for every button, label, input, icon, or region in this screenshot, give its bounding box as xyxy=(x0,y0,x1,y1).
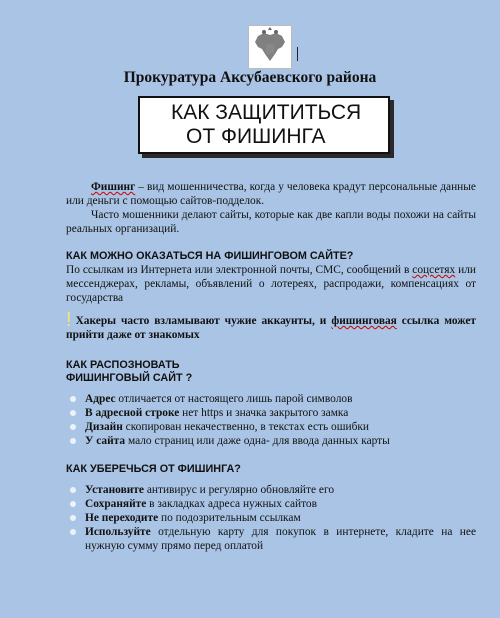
organization-name: Прокуратура Аксубаевского района xyxy=(123,69,377,86)
protect-list xyxy=(66,483,476,553)
bullet-icon xyxy=(70,410,76,416)
bullet-icon xyxy=(70,501,76,507)
intro-paragraph-2: Часто мошенники делают сайты, которые как две капли воды похожи на сайты реальных организаций. xyxy=(66,209,476,235)
coat-of-arms-icon xyxy=(248,25,292,69)
phishing-definition: – вид мошенничества, когда у человека крадут персональные данные или деньги с помощью сайтов-подделок. xyxy=(66,181,476,207)
section-heading-protect: КАК УБЕРЕЧЬСЯ ОТ ФИШИНГА? xyxy=(66,463,241,475)
exclamation-icon: ! xyxy=(66,309,72,331)
bullet-icon xyxy=(70,424,76,430)
intro-paragraph-1 xyxy=(66,180,476,208)
list-item: Не переходите по подозрительным ссылкам xyxy=(66,511,476,525)
document-body xyxy=(66,180,476,553)
bullet-icon xyxy=(70,396,76,402)
list-item: Установите антивирус и регулярно обновляйте его xyxy=(66,483,476,497)
list-item: У сайта мало страниц или даже одна- для ввода данных карты xyxy=(66,434,476,448)
recognize-list xyxy=(66,392,476,448)
section-heading-how-get: КАК МОЖНО ОКАЗАТЬСЯ НА ФИШИНГОВОМ САЙТЕ? xyxy=(66,250,354,262)
section-heading-recognize: КАК РАСПОЗНОВАТЬ ФИШИНГОВЫЙ САЙТ ? xyxy=(66,359,193,384)
bullet-icon xyxy=(70,487,76,493)
word-phishing-link: фишинговая xyxy=(331,315,397,327)
text-cursor xyxy=(297,47,298,61)
term-phishing: Фишинг xyxy=(91,181,136,193)
bullet-icon xyxy=(70,529,76,535)
section-how-get-text: По ссылкам из Интернета или электронной почты, СМС, сообщений в соцсетях или мессенджерах, рекламы, объявлений о лотереях, распродажи, компенсациях от государства xyxy=(66,264,476,304)
list-item: Адрес отличается от настоящего лишь парой символов xyxy=(66,392,476,406)
list-item: Сохраняйте в закладках адреса нужных сайтов xyxy=(66,497,476,511)
title-line-1: КАК ЗАЩИТИТЬСЯ xyxy=(171,101,362,124)
title-box xyxy=(138,96,390,154)
word-socials: соцсетях xyxy=(412,264,456,276)
title-line-2: ОТ ФИШИНГА xyxy=(186,125,326,148)
list-item: Дизайн скопирован некачественно, в текстах есть ошибки xyxy=(66,420,476,434)
bullet-icon xyxy=(70,515,76,521)
list-item: В адресной строке нет https и значка закрытого замка xyxy=(66,406,476,420)
list-item: Используйте отдельную карту для покупок в интернете, кладите на нее нужную сумму прямо перед оплатой xyxy=(66,525,476,553)
warning-paragraph: ! Хакеры часто взламывают чужие аккаунты, и фишинговая ссылка может прийти даже от знакомых xyxy=(66,309,476,341)
bullet-icon xyxy=(70,438,76,444)
